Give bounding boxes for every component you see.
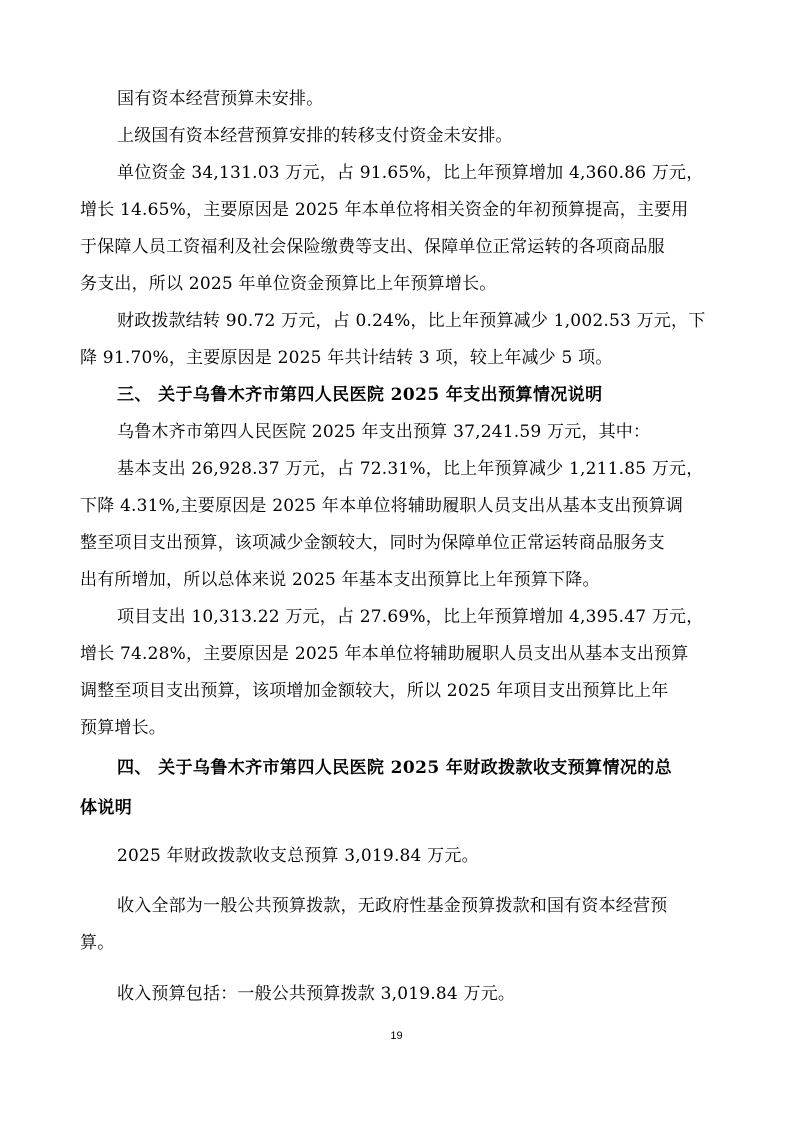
paragraph-line: 上级国有资本经营预算安排的转移支付资金未安排。 [117,126,513,146]
paragraph-line: 2025 年财政拨款收支总预算 3,019.84 万元。 [117,846,479,866]
paragraph-line: 收入预算包括：一般公共预算拨款 3,019.84 万元。 [117,984,516,1004]
paragraph-line: 单位资金 34,131.03 万元，占 91.65%，比上年预算增加 4,360.86 万元， [117,163,704,183]
paragraph-line: 国有资本经营预算未安排。 [117,89,324,109]
page-number: 19 [390,1030,403,1042]
paragraph-line: 基本支出 26,928.37 万元，占 72.31%，比上年预算减少 1,211.85 万元， [117,459,704,479]
paragraph-line: 调整至项目支出预算，该项增加金额较大，所以 2025 年项目支出预算比上年 [80,681,669,701]
paragraph-line: 算。 [80,933,115,953]
section-heading-four-continued: 体说明 [80,798,133,818]
paragraph-line: 降 91.70%，主要原因是 2025 年共计结转 3 项，较上年减少 5 项。 [80,348,613,368]
paragraph-line: 财政拨款结转 90.72 万元，占 0.24%，比上年预算减少 1,002.53 万元，下 [117,311,706,331]
paragraph-line: 乌鲁木齐市第四人民医院 2025 年支出预算 37,241.59 万元，其中： [117,422,651,442]
paragraph-line: 下降 4.31%,主要原因是 2025 年本单位将辅助履职人员支出从基本支出预算调 [80,496,684,516]
paragraph-line: 整至项目支出预算，该项减少金额较大，同时为保障单位正常运转商品服务支 [80,533,665,553]
paragraph-line: 务支出，所以 2025 年单位资金预算比上年预算增长。 [80,274,497,294]
section-heading-three: 三、 关于乌鲁木齐市第四人民医院 2025 年支出预算情况说明 [117,385,603,405]
paragraph-line: 于保障人员工资福利及社会保险缴费等支出、保障单位正常运转的各项商品服 [80,237,665,257]
paragraph-line: 增长 14.65%，主要原因是 2025 年本单位将相关资金的年初预算提高，主要用 [80,200,689,220]
paragraph-line: 增长 74.28%，主要原因是 2025 年本单位将辅助履职人员支出从基本支出预算 [80,644,689,664]
paragraph-line: 收入全部为一般公共预算拨款，无政府性基金预算拨款和国有资本经营预 [117,896,668,916]
paragraph-line: 出有所增加，所以总体来说 2025 年基本支出预算比上年预算下降。 [80,570,600,590]
section-heading-four: 四、 关于乌鲁木齐市第四人民医院 2025 年财政拨款收支预算情况的总 [117,758,673,778]
paragraph-line: 项目支出 10,313.22 万元，占 27.69%，比上年预算增加 4,395.47 万元， [117,607,704,627]
paragraph-line: 预算增长。 [80,718,166,738]
